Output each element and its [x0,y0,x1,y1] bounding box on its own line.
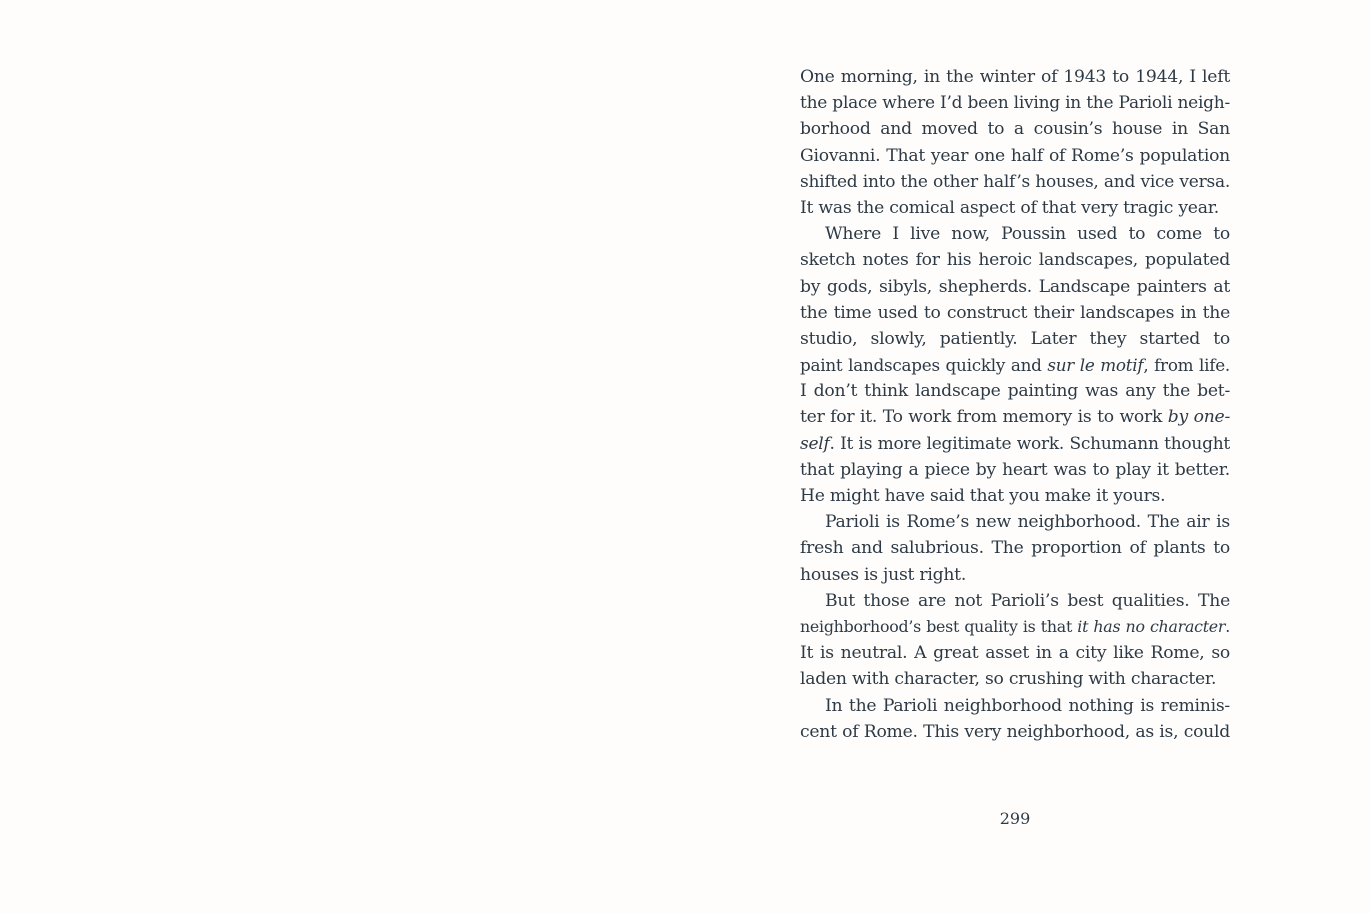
text-line [800,457,1230,483]
page-number: 299 [999,809,1031,828]
text-line [800,274,1230,300]
text-segment: fresh and salubrious. The proportion of plants to [800,538,1230,559]
text-line [800,588,1230,614]
text-segment: In the Parioli neighborhood nothing is reminis- [825,695,1230,716]
text-segment: cent of Rome. This very neighborhood, as is, could [800,721,1230,742]
text-segment: He might have said that you make it yours. [800,486,1166,506]
text-line [800,352,1230,378]
text-segment: , from life. [1143,355,1231,376]
text-segment: the place where I’d been living in the Parioli neigh- [800,93,1230,114]
text-line [800,90,1230,116]
italic-text: self [800,433,830,454]
text-segment: that playing a piece by heart was to play it better. [800,459,1230,480]
text-segment: by gods, sibyls, shepherds. Landscape painters at [800,276,1230,297]
text-line [800,640,1230,666]
text-segment: the time used to construct their landscapes in the [800,302,1230,323]
text-segment: One morning, in the winter of 1943 to 1944, I left [800,67,1230,87]
text-line [800,404,1230,430]
text-segment: Where I live now, Poussin used to come to [825,224,1230,245]
text-segment: I don’t think landscape painting was any the bet- [800,381,1230,402]
text-segment: neighborhood’s best quality is that [800,616,1078,636]
text-segment: Giovanni. That year one half of Rome’s population [800,145,1230,166]
text-segment: shifted into the other half’s houses, and vice versa. [800,171,1230,192]
body-text [800,64,1230,745]
text-line [800,143,1230,169]
text-segment: It was the comical aspect of that very tragic year. [800,197,1220,218]
text-line [800,221,1230,247]
italic-text: by one- [1167,407,1230,428]
text-line [800,64,1230,90]
text-line [800,247,1230,273]
text-line [800,562,1230,588]
text-line [800,483,1230,509]
text-line [800,666,1230,692]
text-line [800,719,1230,745]
text-line [800,509,1230,535]
text-line [800,300,1230,326]
text-segment: sketch notes for his heroic landscapes, populated [800,250,1230,271]
text-segment: studio, slowly, patiently. Later they started to [800,328,1230,349]
text-line [800,693,1230,719]
text-segment: It is neutral. A great asset in a city like Rome, so [800,643,1230,664]
text-segment: paint landscapes quickly and [800,355,1048,376]
text-segment: Parioli is Rome’s new neighborhood. The air is [825,512,1230,533]
text-segment: . It is more legitimate work. Schumann thought [829,433,1230,454]
italic-text: it has no character [1077,616,1226,636]
text-segment: ter for it. To work from memory is to work [800,407,1168,428]
text-line [800,169,1230,195]
text-line [800,116,1230,142]
text-segment: houses is just right. [800,564,967,585]
text-line [800,195,1230,221]
italic-text: sur le motif [1047,355,1144,376]
text-line [800,535,1230,561]
text-segment: laden with character, so crushing with character. [800,669,1217,690]
text-line [800,431,1230,457]
text-line [800,378,1230,404]
text-segment: . [1225,616,1230,636]
text-line [800,326,1230,352]
text-line [800,614,1230,640]
text-segment: But those are not Parioli’s best qualities. The [825,590,1230,611]
text-segment: borhood and moved to a cousin’s house in San [800,119,1230,140]
